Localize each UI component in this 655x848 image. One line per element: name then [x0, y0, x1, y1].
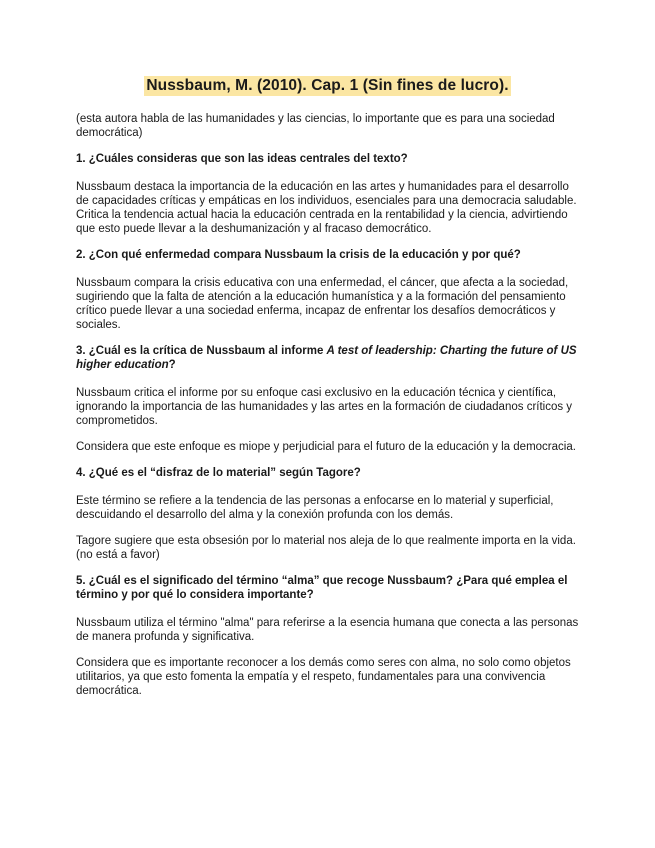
- report-title: A test of leadership: Charting the future of US higher education: [76, 345, 577, 371]
- paragraph-gap: [76, 522, 580, 534]
- question-2-section: [76, 248, 580, 332]
- answer-5-paragraph-2: Considera que es importante reconocer a los demás como seres con alma, no solo como objetos utilitarios, ya que esto fomenta la empatía y el respeto, fundamentales para una convivencia democrática.: [76, 657, 571, 697]
- answer-3-paragraph-1: Nussbaum critica el informe por su enfoque casi exclusivo en la educación técnica y científica, ignorando la importancia de las humanidades y las artes en la formación de ciudadanos críticos y comprometidos.: [76, 387, 573, 427]
- answer-1-paragraph-1: Nussbaum destaca la importancia de la educación en las artes y humanidades para el desarrollo de capacidades críticas y empáticas en los individuos, esenciales para una democracia saludable.: [76, 181, 577, 207]
- answer-4-paragraph-1: Este término se refiere a la tendencia de las personas a enfocarse en lo material y superficial, descuidando el desarrollo del alma y la conexión profunda con los demás.: [76, 495, 554, 521]
- title-block: [0, 76, 655, 96]
- document-body: [76, 112, 580, 698]
- document-title: Nussbaum, M. (2010). Cap. 1 (Sin fines de lucro).: [146, 77, 509, 94]
- question-5-section: [76, 574, 580, 698]
- question-5: 5. ¿Cuál es el significado del término “alma” que recoge Nussbaum? ¿Para qué emplea el término y por qué lo considera importante?: [76, 575, 568, 601]
- question-4: 4. ¿Qué es el “disfraz de lo material” según Tagore?: [76, 467, 361, 479]
- question-1-section: [76, 152, 580, 236]
- intro-note: (esta autora habla de las humanidades y las ciencias, lo importante que es para una sociedad democrática): [76, 113, 555, 139]
- answer-3-paragraph-2: Considera que este enfoque es miope y perjudicial para el futuro de la educación y la democracia.: [76, 441, 576, 453]
- question-3-section: [76, 344, 580, 454]
- paragraph-gap: [76, 428, 580, 440]
- question-3-suffix: ?: [168, 359, 176, 371]
- answer-5-paragraph-1: Nussbaum utiliza el término "alma" para referirse a la esencia humana que conecta a las personas de manera profunda y significativa.: [76, 617, 579, 643]
- question-2: 2. ¿Con qué enfermedad compara Nussbaum la crisis de la educación y por qué?: [76, 249, 521, 261]
- question-3: [76, 344, 580, 372]
- answer-2-paragraph-1: Nussbaum compara la crisis educativa con una enfermedad, el cáncer, que afecta a la sociedad, sugiriendo que la falta de atención a la educación humanística y a la formación del pensamiento crítico puede llevar a una sociedad enferma, incapaz de enfrentar los desafíos democráticos y sociales.: [76, 277, 569, 331]
- paragraph-gap: [76, 644, 580, 656]
- answer-1-paragraph-2: Critica la tendencia actual hacia la educación centrada en la rentabilidad y la ciencia, advirtiendo que esto puede llevar a la deshumanización y al fracaso democrático.: [76, 209, 568, 235]
- question-1: 1. ¿Cuáles consideras que son las ideas centrales del texto?: [76, 153, 408, 165]
- question-4-section: [76, 466, 580, 562]
- question-3-prefix: 3. ¿Cuál es la crítica de Nussbaum al informe: [76, 345, 327, 357]
- answer-4-paragraph-2: Tagore sugiere que esta obsesión por lo material nos aleja de lo que realmente importa en la vida. (no está a favor): [76, 535, 576, 561]
